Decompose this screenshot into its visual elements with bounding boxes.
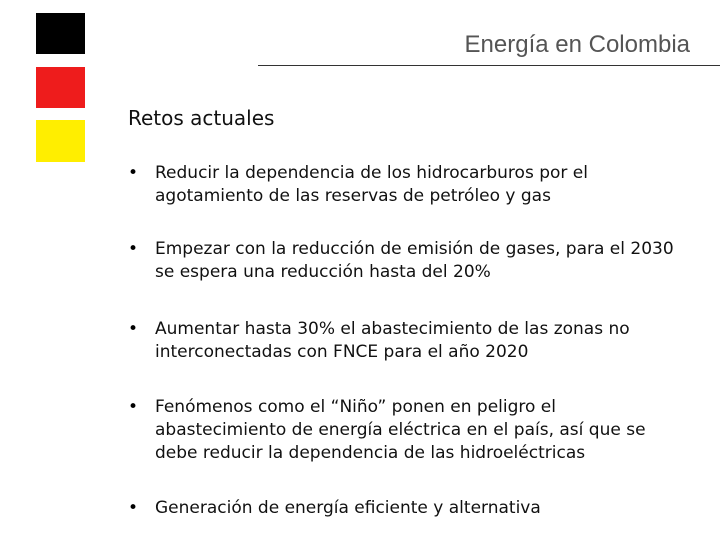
bullet-text: Aumentar hasta 30% el abastecimiento de las zonas no interconectadas con FNCE para el año 2020	[155, 319, 630, 362]
flag-block-black	[36, 13, 85, 54]
bullet-text: Empezar con la reducción de emisión de gases, para el 2030 se espera una reducción hasta del 20%	[155, 239, 674, 282]
bullet-text: Reducir la dependencia de los hidrocarburos por el agotamiento de las reservas de petróleo y gas	[155, 163, 588, 206]
bullet-dot-icon: •	[128, 498, 139, 518]
bullet-dot-icon: •	[128, 319, 139, 339]
flag-block-yellow	[36, 120, 85, 162]
bullet-text: Fenómenos como el “Niño” ponen en peligro el abastecimiento de energía eléctrica en el país, así que se debe reducir la dependencia de las hidroeléctricas	[155, 397, 646, 463]
bullet-dot-icon: •	[128, 239, 139, 259]
section-title: Retos actuales	[128, 106, 275, 130]
header-divider	[258, 65, 720, 66]
slide-header-title: Energía en Colombia	[464, 31, 690, 58]
flag-block-red	[36, 67, 85, 108]
bullet-dot-icon: •	[128, 163, 139, 183]
bullet-dot-icon: •	[128, 397, 139, 417]
bullet-text: Generación de energía eficiente y alternativa	[155, 498, 541, 518]
